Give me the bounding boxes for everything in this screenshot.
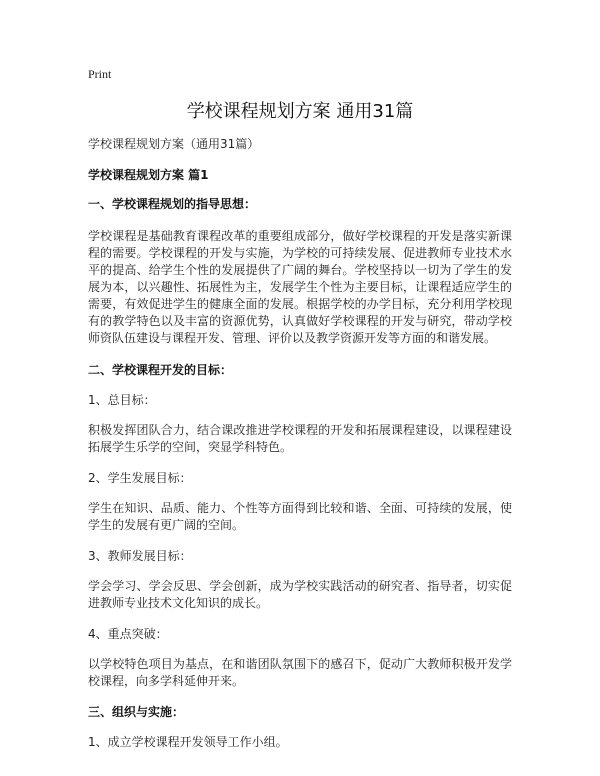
paragraph-goal-student: 学生在知识、品质、能力、个性等方面得到比较和谐、全面、可持续的发展，使学生的发展有更广阔的空间。 <box>88 501 512 532</box>
paragraph-goal-teacher: 学会学习、学会反思、学会创新，成为学校实践活动的研究者、指导者，切实促进教师专业技术文化知识的成长。 <box>88 579 512 610</box>
org-item-1: 1、成立学校课程开发领导工作小组。 <box>88 735 288 749</box>
document-title: 学校课程规划方案 通用31篇 <box>186 101 414 122</box>
paragraph-guiding: 学校课程是基础教育课程改革的重要组成部分，做好学校课程的开发是落实新课程的需要。学校课程的开发与实施，为学校的可持续发展、促进教师专业技术水平的提高、给学生个性的发展提供了广阔的舞台。学校坚持以一切为了学生的发展为本，以兴趣性、拓展性为主，发展学生个性为主要目标，让课程适应学生的需要，有效促进学生的健康全面的发展。根据学校的办学目标，充分利用学校现有的教学特色以及丰富的资源优势，认真做好学校课程的开发与研究，带动学校师资队伍建设与课程开发、管理、评价以及教学资源开发等方面的和谐发展。 <box>88 229 512 345</box>
document-subtitle: 学校课程规划方案（通用31篇） <box>88 137 260 151</box>
print-link[interactable]: Print <box>88 67 112 81</box>
goal-label-student: 2、学生发展目标： <box>88 471 192 485</box>
section-heading-organization: 三、组织与实施： <box>88 705 185 719</box>
paragraph-goal-breakthrough: 以学校特色项目为基点，在和谐团队氛围下的感召下，促动广大教师积极开发学校课程，向多学科延伸开来。 <box>88 657 512 688</box>
section-heading-goals: 二、学校课程开发的目标： <box>88 363 233 377</box>
section-heading-guiding: 一、学校课程规划的指导思想： <box>88 197 257 211</box>
goal-label-teacher: 3、教师发展目标： <box>88 549 192 563</box>
article-heading: 学校课程规划方案 篇1 <box>88 168 209 182</box>
goal-label-overall: 1、总目标： <box>88 393 156 407</box>
goal-label-breakthrough: 4、重点突破： <box>88 627 168 641</box>
paragraph-goal-overall: 积极发挥团队合力，结合课改推进学校课程的开发和拓展课程建设，以课程建设拓展学生乐学的空间，突显学科特色。 <box>88 423 512 454</box>
